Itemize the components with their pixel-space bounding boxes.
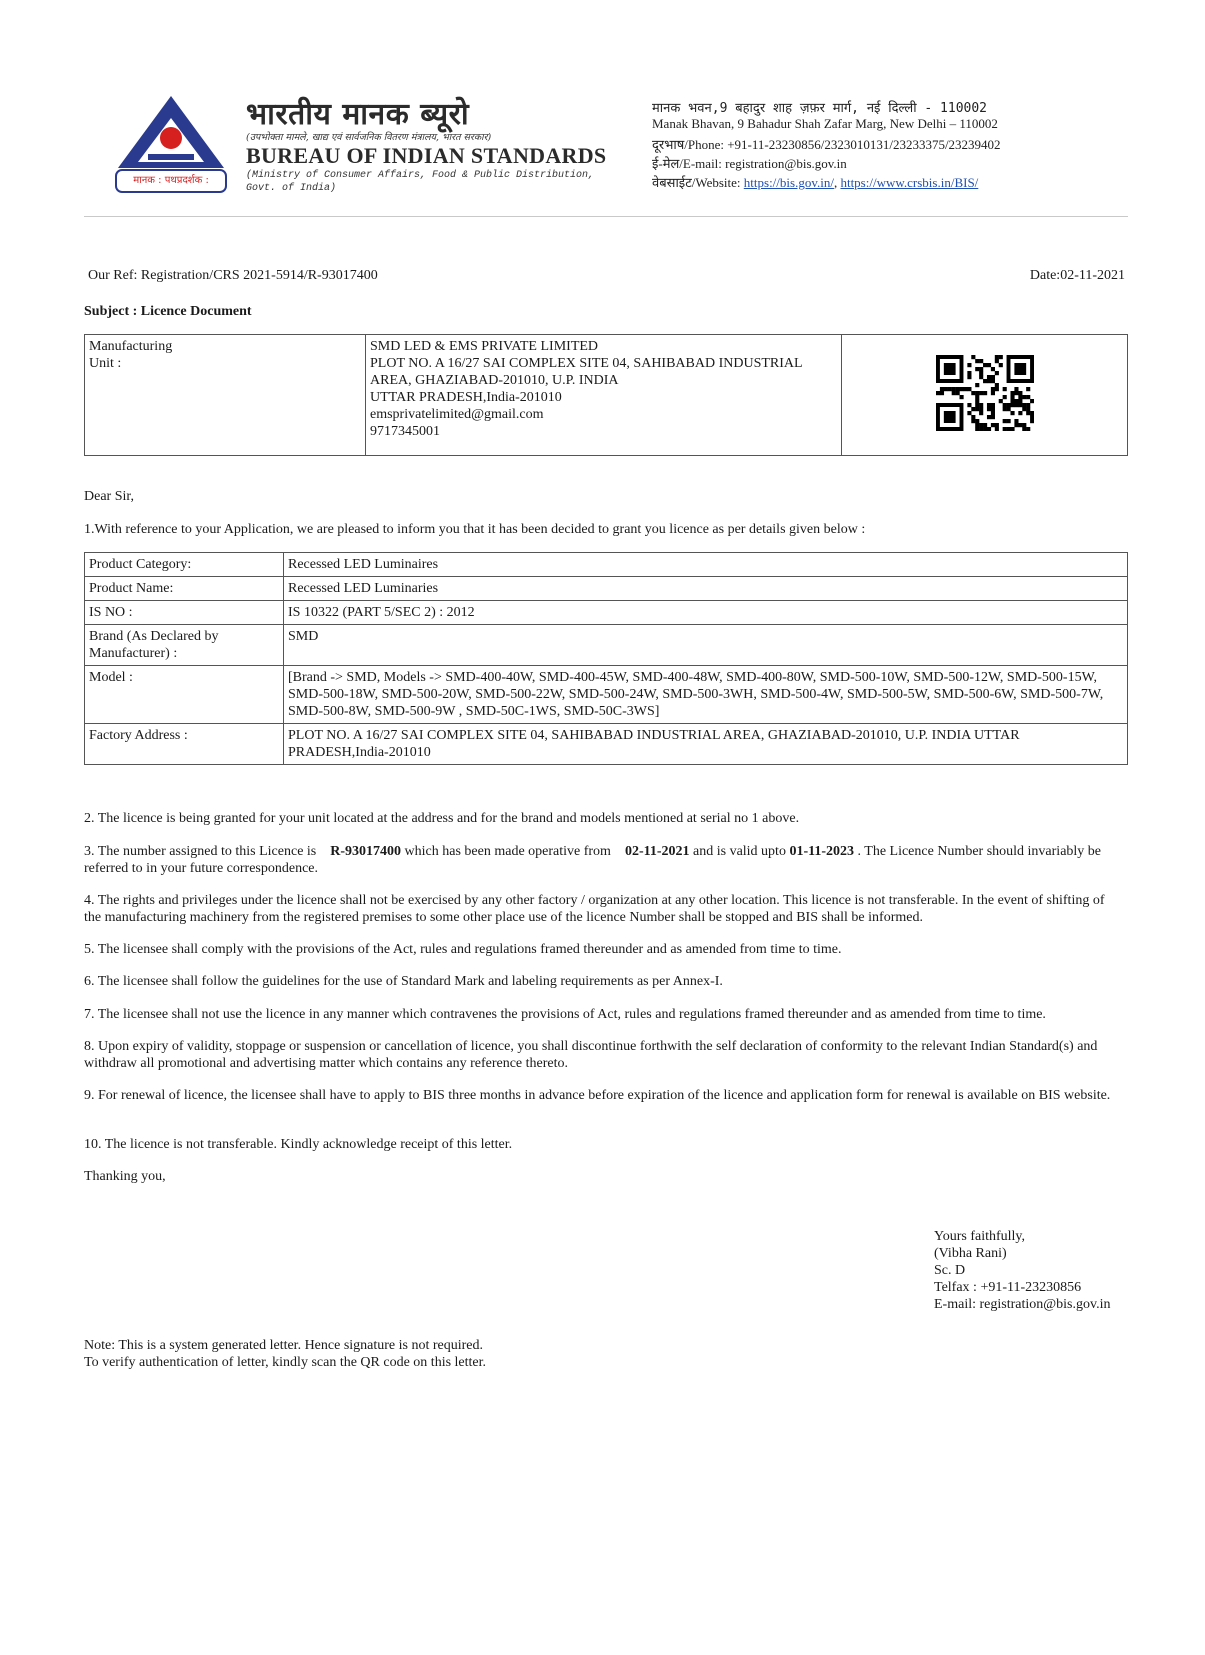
row-value: [Brand -> SMD, Models -> SMD-400-40W, SMD-400-45W, SMD-400-48W, SMD-400-80W, SMD-500-10W, SMD-500-12W, SMD-500-15W, SMD-500-18W, SMD-500-20W, SMD-500-22W, SMD-500-24W, SMD-500-3WH, SMD-500-4W, SMD-500-5W, SMD-500-6W, SMD-500-7W, SMD-500-8W, SMD-500-9W , SMD-50C-1WS, SMD-50C-3WS]	[284, 666, 1128, 724]
subject: Subject : Licence Document	[84, 304, 252, 319]
signatory-telfax: Telfax : +91-11-23230856	[934, 1280, 1082, 1295]
table-row	[85, 601, 1128, 625]
table-row	[85, 553, 1128, 577]
org-subline-english: (Ministry of Consumer Affairs, Food & Public Distribution, Govt. of India)	[246, 170, 595, 194]
row-value: Recessed LED Luminaires	[284, 553, 1128, 577]
org-name-hindi: भारतीय मानक ब्यूरो	[246, 97, 470, 132]
unit-name: SMD LED & EMS PRIVATE LIMITED	[370, 339, 599, 354]
unit-details	[366, 335, 842, 456]
header-email: registration@bis.gov.in	[725, 156, 847, 171]
org-subline-hindi: (उपभोक्ता मामले, खाद्य एवं सार्वजनिक वितरण मंत्रालय, भारत सरकार)	[246, 132, 492, 143]
paragraph-10: 10. The licence is not transferable. Kindly acknowledge receipt of this letter.	[84, 1137, 513, 1152]
paragraph-4: 4. The rights and privileges under the licence shall not be exercised by any other factory / organization at any other location. This licence is not transferable. In the event of shifting of the manufacturing machinery from the registered premises to some other place use of the licence Number shall be stopped and BIS shall be informed.	[84, 893, 1105, 925]
email-line	[652, 154, 847, 172]
row-label: Brand (As Declared by Manufacturer) :	[85, 625, 284, 666]
our-ref: Our Ref: Registration/CRS 2021-5914/R-93017400	[88, 268, 378, 283]
address-hindi: मानक भवन,9 बहादुर शाह ज़फ़र मार्ग, नई दिल्ली - 110002	[652, 101, 988, 116]
row-label: Factory Address :	[85, 724, 284, 765]
row-label: IS NO :	[85, 601, 284, 625]
row-value	[284, 724, 1128, 765]
bis-logo	[112, 92, 230, 196]
unit-phone: 9717345001	[370, 424, 440, 439]
header-divider	[84, 216, 1128, 217]
para3-text-b: which has been made operative from	[404, 844, 611, 859]
row-label: Model :	[85, 666, 284, 724]
website-link-crsbis[interactable]: https://www.crsbis.in/BIS/	[840, 175, 979, 190]
row-value: SMD	[284, 625, 1128, 666]
table-row	[85, 666, 1128, 724]
licence-number: R-93017400	[330, 844, 402, 859]
factory-address: PLOT NO. A 16/27 SAI COMPLEX SITE 04, SAHIBABAD INDUSTRIAL AREA, GHAZIABAD-201010, U.P. INDIA UTTAR PRADESH,India-201010	[288, 728, 1020, 760]
valid-upto-date: 01-11-2023	[789, 844, 855, 859]
note-line-2: To verify authentication of letter, kindly scan the QR code on this letter.	[84, 1355, 487, 1370]
signatory-name: (Vibha Rani)	[934, 1246, 1007, 1261]
unit-label: Manufacturing Unit :	[85, 335, 366, 456]
website-separator: ,	[833, 175, 838, 190]
phone-line	[652, 135, 1001, 153]
phone-numbers: +91-11-23230856/2323010131/23233375/23239402	[727, 137, 1001, 152]
paragraph-6: 6. The licensee shall follow the guidelines for the use of Standard Mark and labeling requirements as per Annex-I.	[84, 974, 723, 989]
thanking: Thanking you,	[84, 1169, 166, 1184]
paragraph-5: 5. The licensee shall comply with the provisions of the Act, rules and regulations framed thereunder and as amended from time to time.	[84, 942, 842, 957]
note	[84, 1337, 1124, 1371]
qr-cell	[842, 335, 1128, 456]
address-english: Manak Bhavan, 9 Bahadur Shah Zafar Marg, New Delhi – 110002	[652, 116, 998, 131]
qr-code[interactable]	[936, 355, 1034, 431]
paragraph-3	[84, 843, 1124, 877]
paragraph-7: 7. The licensee shall not use the licence in any manner which contravenes the provisions of Act, rules and regulations framed thereunder and as amended from time to time.	[84, 1007, 1046, 1022]
para3-text-a: 3. The number assigned to this Licence is	[84, 844, 317, 859]
email-label: ई-मेल/E-mail:	[652, 156, 722, 171]
paragraph-2: 2. The licence is being granted for your unit located at the address and for the brand and models mentioned at serial no 1 above.	[84, 811, 800, 826]
logo-tagline: मानक : पथप्रदर्शक :	[133, 175, 209, 186]
table-row	[85, 625, 1128, 666]
row-label: Product Category:	[85, 553, 284, 577]
row-value: Recessed LED Luminaries	[284, 577, 1128, 601]
signature-block	[934, 1228, 1110, 1313]
phone-label: दूरभाष/Phone:	[652, 137, 724, 152]
closing: Yours faithfully,	[934, 1229, 1026, 1244]
paragraph-8: 8. Upon expiry of validity, stoppage or suspension or cancellation of licence, you shall discontinue forthwith the self declaration of conformity to the relevant Indian Standard(s) and withdraw all promotional and advertising matter which contains any reference thereto.	[84, 1039, 1098, 1071]
website-link-bis[interactable]: https://bis.gov.in/	[743, 175, 834, 190]
signatory-email: E-mail: registration@bis.gov.in	[934, 1297, 1111, 1312]
product-details-table	[84, 552, 1128, 765]
website-line	[652, 173, 978, 191]
row-value: IS 10322 (PART 5/SEC 2) : 2012	[284, 601, 1128, 625]
unit-address-line1: PLOT NO. A 16/27 SAI COMPLEX SITE 04, SAHIBABAD INDUSTRIAL AREA, GHAZIABAD-201010, U.P. INDIA	[370, 356, 803, 388]
manufacturing-unit-table	[84, 334, 1128, 456]
para3-text-c: and is valid upto	[693, 844, 786, 859]
table-row	[85, 724, 1128, 765]
unit-email: emsprivatelimited@gmail.com	[370, 407, 544, 422]
signatory-designation: Sc. D	[934, 1263, 966, 1278]
valid-from-date: 02-11-2021	[624, 844, 690, 859]
paragraph-1: 1.With reference to your Application, we are pleased to inform you that it has been decided to grant you licence as per details given below :	[84, 522, 866, 537]
note-line-1: Note: This is a system generated letter. Hence signature is not required.	[84, 1338, 484, 1353]
paragraph-9: 9. For renewal of licence, the licensee shall have to apply to BIS three months in advance before expiration of the licence and application form for renewal is available on BIS website.	[84, 1088, 1111, 1103]
org-name-english: BUREAU OF INDIAN STANDARDS	[246, 143, 607, 168]
table-row	[85, 577, 1128, 601]
letter-date: Date:02-11-2021	[1029, 268, 1125, 283]
unit-address-line2: UTTAR PRADESH,India-201010	[370, 390, 562, 405]
website-label: वेबसाईट/Website:	[652, 175, 741, 190]
para3-text-d: . The Licence Number should invariably be referred to in your future correspondence.	[84, 844, 1102, 876]
row-label: Product Name:	[85, 577, 284, 601]
salutation: Dear Sir,	[84, 489, 134, 504]
